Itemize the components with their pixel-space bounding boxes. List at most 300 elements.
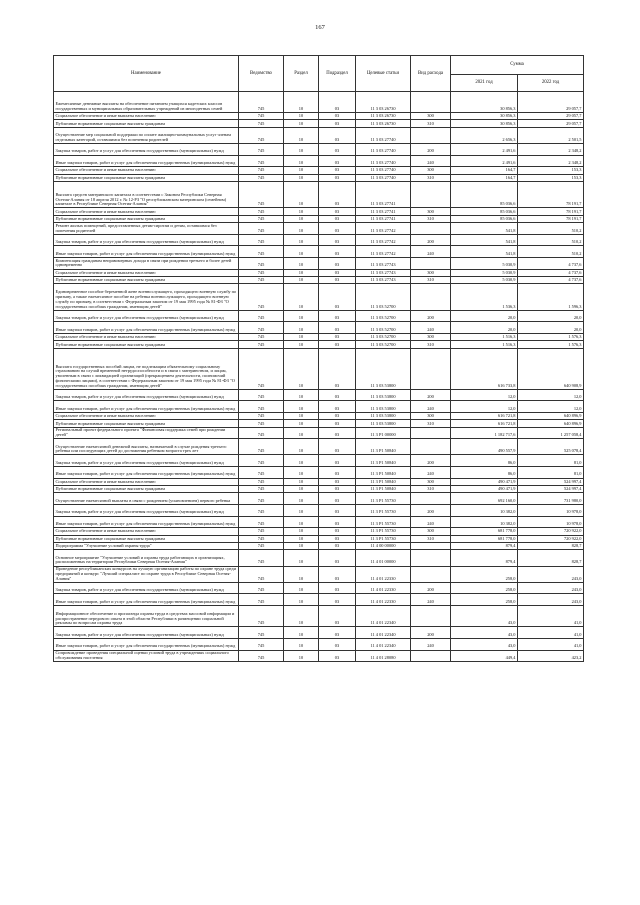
row-expense-type: 200: [411, 582, 451, 594]
row-subsection: 03: [319, 412, 356, 419]
row-subsection: 03: [319, 284, 356, 310]
row-ministry: 745: [239, 322, 284, 334]
row-section: 10: [284, 467, 319, 479]
row-ministry: 745: [239, 455, 284, 467]
row-target-article: 11 3 03 27742: [356, 246, 411, 258]
row-expense-type: 200: [411, 144, 451, 156]
table-row: [54, 257, 584, 269]
row-name: Публичные нормативные социальные выплаты гражданам: [54, 486, 239, 493]
row-subsection: 03: [319, 401, 356, 413]
row-sum-2021: 2 656,3: [451, 127, 518, 143]
row-expense-type: [411, 650, 451, 662]
row-ministry: 745: [239, 234, 284, 246]
row-name: Ремонт жилых помещений, предоставленных детям-сиротам и детям, оставшимся без попечения родителей: [54, 223, 239, 235]
row-sum-2021: 258,0: [451, 566, 518, 582]
row-subsection: 03: [319, 516, 356, 528]
row-sum-2022: 640 908,9: [518, 348, 584, 389]
row-name: Закупка товаров, работ и услуг для обеспечения государственных (муниципальных) нужд: [54, 389, 239, 401]
row-name: Социальное обеспечение и иные выплаты населению: [54, 167, 239, 174]
row-ministry: 745: [239, 276, 284, 283]
row-sum-2022: 12,0: [518, 401, 584, 413]
row-target-article: 11 3 P1 55730: [356, 505, 411, 517]
row-target-article: 11 3 03 52700: [356, 284, 411, 310]
row-sum-2022: 828,7: [518, 550, 584, 566]
table-row: [54, 550, 584, 566]
row-ministry: 745: [239, 528, 284, 535]
table-row: [54, 91, 584, 113]
row-target-article: 11 3 03 27742: [356, 223, 411, 235]
row-name: Публичные нормативные социальные выплаты гражданам: [54, 420, 239, 427]
row-section: 10: [284, 455, 319, 467]
row-sum-2022: 41,0: [518, 605, 584, 627]
row-section: 10: [284, 341, 319, 348]
row-target-article: 11 3 03 52700: [356, 322, 411, 334]
row-expense-type: [411, 348, 451, 389]
row-subsection: 03: [319, 174, 356, 181]
row-ministry: 745: [239, 257, 284, 269]
row-sum-2021: 85 036,6: [451, 182, 518, 208]
row-sum-2021: 449,4: [451, 650, 518, 662]
row-section: 10: [284, 535, 319, 542]
row-name: Социальное обеспечение и иные выплаты населению: [54, 528, 239, 535]
row-sum-2021: 30 856,3: [451, 120, 518, 127]
row-section: 10: [284, 493, 319, 505]
row-section: 10: [284, 155, 319, 167]
row-name: Закупка товаров, работ и услуг для обеспечения государственных (муниципальных) нужд: [54, 505, 239, 517]
row-target-article: 11 3 03 27740: [356, 155, 411, 167]
row-sum-2021: 692 160,0: [451, 493, 518, 505]
page-number: 167: [315, 24, 325, 31]
row-subsection: 03: [319, 486, 356, 493]
table-row: [54, 167, 584, 174]
row-subsection: 03: [319, 182, 356, 208]
row-section: 10: [284, 427, 319, 439]
row-target-article: 11 4 01 22340: [356, 627, 411, 639]
budget-table: [53, 55, 584, 662]
table-row: [54, 322, 584, 334]
row-section: 10: [284, 389, 319, 401]
row-sum-2022: 243,0: [518, 594, 584, 606]
row-sum-2021: 879,4: [451, 542, 518, 549]
row-section: 10: [284, 91, 319, 113]
row-sum-2022: 20,0: [518, 322, 584, 334]
row-expense-type: 240: [411, 594, 451, 606]
row-sum-2022: 525 078,4: [518, 439, 584, 455]
row-section: 10: [284, 582, 319, 594]
row-section: 10: [284, 401, 319, 413]
row-sum-2021: 12,0: [451, 401, 518, 413]
row-section: 10: [284, 234, 319, 246]
table-row: [54, 246, 584, 258]
table-row: [54, 594, 584, 606]
row-target-article: 11 3 03 27743: [356, 257, 411, 269]
row-target-article: 11 3 P1 50840: [356, 486, 411, 493]
row-subsection: 03: [319, 215, 356, 222]
row-subsection: 03: [319, 582, 356, 594]
row-target-article: 11 3 03 27740: [356, 174, 411, 181]
row-sum-2021: 1 516,3: [451, 333, 518, 340]
row-section: 10: [284, 439, 319, 455]
row-expense-type: 240: [411, 246, 451, 258]
row-subsection: 03: [319, 322, 356, 334]
row-target-article: 11 3 P1 00000: [356, 427, 411, 439]
table-row: [54, 333, 584, 340]
row-ministry: 745: [239, 389, 284, 401]
table-row: [54, 467, 584, 479]
row-section: 10: [284, 348, 319, 389]
row-subsection: 03: [319, 505, 356, 517]
table-row: [54, 505, 584, 517]
header-ministry: Ведомство: [239, 56, 284, 92]
row-sum-2022: 81,0: [518, 455, 584, 467]
row-sum-2022: 29 057,7: [518, 91, 584, 113]
row-name: Единовременное пособие беременной жене военнослужащего, проходящего военную службу по призыву, а также ежемесячное пособие на ребенка военнослужащего, проходящего военную службу по призыву, в соответствии с Федеральным законом от 19 мая 1995 года № 81-ФЗ "О государственных пособиях гражданам, имеющим детей": [54, 284, 239, 310]
row-expense-type: 240: [411, 322, 451, 334]
row-name: Ежемесячные денежные выплаты на обеспечение питанием учащихся кадетских классов государственных и муниципальных образовательных учреждений из многодетных семей: [54, 91, 239, 113]
row-sum-2022: 243,0: [518, 582, 584, 594]
row-name: Иные закупки товаров, работ и услуг для обеспечения государственных (муниципальных) нужд: [54, 639, 239, 651]
row-ministry: 745: [239, 144, 284, 156]
row-ministry: 745: [239, 478, 284, 485]
row-sum-2021: 1 536,3: [451, 284, 518, 310]
row-section: 10: [284, 516, 319, 528]
row-subsection: 03: [319, 639, 356, 651]
row-sum-2021: 879,4: [451, 550, 518, 566]
row-target-article: 11 3 03 27740: [356, 144, 411, 156]
row-target-article: 11 4 01 00000: [356, 550, 411, 566]
row-subsection: 03: [319, 594, 356, 606]
row-target-article: 11 3 03 27740: [356, 167, 411, 174]
row-sum-2021: 86,0: [451, 467, 518, 479]
row-target-article: 11 3 P1 55730: [356, 535, 411, 542]
row-expense-type: [411, 127, 451, 143]
row-name: Закупка товаров, работ и услуг для обеспечения государственных (муниципальных) нужд: [54, 582, 239, 594]
table-row: [54, 127, 584, 143]
row-sum-2022: 29 057,7: [518, 113, 584, 120]
row-name: Социальное обеспечение и иные выплаты населению: [54, 333, 239, 340]
table-row: [54, 486, 584, 493]
row-sum-2022: 20,0: [518, 310, 584, 322]
row-sum-2022: 10 978,0: [518, 505, 584, 517]
table-row: [54, 276, 584, 283]
row-ministry: 745: [239, 246, 284, 258]
row-subsection: 03: [319, 420, 356, 427]
table-row: [54, 478, 584, 485]
row-name: Компенсация гражданам неправомерных дохода в связи при рождении третьего и более детей одновременно: [54, 257, 239, 269]
row-ministry: 745: [239, 627, 284, 639]
table-row: [54, 627, 584, 639]
row-sum-2021: 85 036,6: [451, 208, 518, 215]
row-section: 10: [284, 566, 319, 582]
row-sum-2021: 490 471,9: [451, 478, 518, 485]
row-expense-type: [411, 493, 451, 505]
row-section: 10: [284, 627, 319, 639]
row-expense-type: [411, 605, 451, 627]
row-sum-2022: 510,2: [518, 234, 584, 246]
row-sum-2022: 640 896,9: [518, 412, 584, 419]
row-subsection: 03: [319, 493, 356, 505]
row-sum-2021: 541,8: [451, 246, 518, 258]
row-subsection: 03: [319, 528, 356, 535]
row-subsection: 03: [319, 627, 356, 639]
row-sum-2022: 1 596,3: [518, 284, 584, 310]
row-name: Публичные нормативные социальные выплаты гражданам: [54, 174, 239, 181]
row-name: Иные закупки товаров, работ и услуг для обеспечения государственных (муниципальных) нужд: [54, 155, 239, 167]
row-ministry: 745: [239, 535, 284, 542]
row-subsection: 03: [319, 91, 356, 113]
row-sum-2022: 510,2: [518, 246, 584, 258]
row-subsection: 03: [319, 535, 356, 542]
row-name: Закупка товаров, работ и услуг для обеспечения государственных (муниципальных) нужд: [54, 310, 239, 322]
table-row: [54, 182, 584, 208]
row-ministry: 745: [239, 333, 284, 340]
row-target-article: 11 4 01 22330: [356, 582, 411, 594]
row-subsection: 03: [319, 427, 356, 439]
row-sum-2022: 4 737,6: [518, 269, 584, 276]
row-name: Иные закупки товаров, работ и услуг для обеспечения государственных (муниципальных) нужд: [54, 594, 239, 606]
row-target-article: 11 4 01 22340: [356, 639, 411, 651]
row-target-article: 11 3 03 27743: [356, 269, 411, 276]
row-ministry: 745: [239, 427, 284, 439]
row-expense-type: 310: [411, 174, 451, 181]
row-section: 10: [284, 505, 319, 517]
row-section: 10: [284, 276, 319, 283]
row-name: Информационное обеспечение и пропаганда охраны труда в средствах массовой информации и распространение передового опыта в этой области Республики в размещении социальной рекламы по вопросам охраны труда: [54, 605, 239, 627]
row-name: Закупка товаров, работ и услуг для обеспечения государственных (муниципальных) нужд: [54, 234, 239, 246]
row-sum-2021: 164,7: [451, 167, 518, 174]
row-target-article: 11 3 03 52700: [356, 341, 411, 348]
row-name: Публичные нормативные социальные выплаты гражданам: [54, 215, 239, 222]
row-ministry: 745: [239, 167, 284, 174]
row-ministry: 745: [239, 650, 284, 662]
row-sum-2021: 12,0: [451, 389, 518, 401]
row-section: 10: [284, 310, 319, 322]
row-section: 10: [284, 167, 319, 174]
row-name: Социальное обеспечение и иные выплаты населению: [54, 269, 239, 276]
table-row: [54, 412, 584, 419]
row-expense-type: 240: [411, 401, 451, 413]
table-row: [54, 566, 584, 582]
row-expense-type: 200: [411, 310, 451, 322]
row-sum-2021: 2 491,6: [451, 144, 518, 156]
row-sum-2022: 720 922,0: [518, 528, 584, 535]
row-sum-2021: 2 491,6: [451, 155, 518, 167]
row-sum-2021: 164,7: [451, 174, 518, 181]
row-expense-type: [411, 542, 451, 549]
row-expense-type: 200: [411, 234, 451, 246]
table-row: [54, 439, 584, 455]
row-sum-2021: 10 382,0: [451, 505, 518, 517]
row-sum-2021: 85 036,6: [451, 215, 518, 222]
row-sum-2021: 20,0: [451, 310, 518, 322]
header-year-2021: 2021 год: [451, 74, 518, 91]
row-expense-type: 300: [411, 478, 451, 485]
row-subsection: 03: [319, 478, 356, 485]
row-section: 10: [284, 208, 319, 215]
row-expense-type: 300: [411, 412, 451, 419]
row-target-article: 11 3 03 27741: [356, 215, 411, 222]
row-name: Социальное обеспечение и иные выплаты населению: [54, 478, 239, 485]
row-sum-2021: 30 856,3: [451, 91, 518, 113]
table-row: [54, 208, 584, 215]
row-name: Иные закупки товаров, работ и услуг для обеспечения государственных (муниципальных) нужд: [54, 322, 239, 334]
row-target-article: 11 3 03 53800: [356, 401, 411, 413]
row-section: 10: [284, 412, 319, 419]
row-sum-2022: 4 737,6: [518, 276, 584, 283]
row-expense-type: 240: [411, 467, 451, 479]
row-name: Сопровождение проведения специальной оценки условий труда в учреждениях социального обслуживания населения: [54, 650, 239, 662]
row-name: Публичные нормативные социальные выплаты гражданам: [54, 535, 239, 542]
row-subsection: 03: [319, 223, 356, 235]
row-sum-2021: 5 030,9: [451, 276, 518, 283]
row-sum-2022: 1 257 058,4: [518, 427, 584, 439]
row-expense-type: 310: [411, 535, 451, 542]
row-ministry: 745: [239, 412, 284, 419]
row-sum-2021: 1 182 717,6: [451, 427, 518, 439]
row-target-article: 11 4 01 22330: [356, 566, 411, 582]
row-target-article: 11 3 P1 55730: [356, 516, 411, 528]
row-name: Иные закупки товаров, работ и услуг для обеспечения государственных (муниципальных) нужд: [54, 401, 239, 413]
header-target-article: Целевые статьи: [356, 56, 411, 92]
row-expense-type: [411, 284, 451, 310]
row-section: 10: [284, 594, 319, 606]
row-expense-type: 300: [411, 269, 451, 276]
table-row: [54, 542, 584, 549]
row-sum-2022: 41,0: [518, 639, 584, 651]
table-row: [54, 120, 584, 127]
row-sum-2022: 41,0: [518, 627, 584, 639]
row-sum-2021: 5 030,9: [451, 269, 518, 276]
row-expense-type: 200: [411, 455, 451, 467]
row-section: 10: [284, 182, 319, 208]
row-sum-2021: 86,0: [451, 455, 518, 467]
table-row: [54, 427, 584, 439]
row-target-article: 11 3 03 53800: [356, 412, 411, 419]
row-subsection: 03: [319, 155, 356, 167]
row-subsection: 03: [319, 550, 356, 566]
row-ministry: 745: [239, 120, 284, 127]
table-header: [54, 56, 584, 92]
table-body: [54, 91, 584, 662]
row-subsection: 03: [319, 276, 356, 283]
table-row: [54, 535, 584, 542]
table-row: [54, 174, 584, 181]
row-section: 10: [284, 127, 319, 143]
row-ministry: 745: [239, 594, 284, 606]
row-sum-2021: 1 516,3: [451, 341, 518, 348]
row-ministry: 745: [239, 113, 284, 120]
row-section: 10: [284, 246, 319, 258]
row-sum-2021: 5 030,9: [451, 257, 518, 269]
row-subsection: 03: [319, 542, 356, 549]
row-section: 10: [284, 322, 319, 334]
row-name: Основное мероприятие "Улучшение условий и охраны труда работающих в организациях, расположенных на территории Республики Северная Осетия-Алания": [54, 550, 239, 566]
row-section: 10: [284, 120, 319, 127]
row-subsection: 03: [319, 341, 356, 348]
row-section: 10: [284, 420, 319, 427]
row-sum-2022: 731 980,0: [518, 493, 584, 505]
row-sum-2021: 258,0: [451, 582, 518, 594]
table-row: [54, 420, 584, 427]
row-subsection: 03: [319, 467, 356, 479]
row-expense-type: 310: [411, 120, 451, 127]
table-row: [54, 234, 584, 246]
row-expense-type: 300: [411, 113, 451, 120]
row-ministry: 745: [239, 310, 284, 322]
row-expense-type: 240: [411, 639, 451, 651]
row-sum-2022: 524 997,4: [518, 486, 584, 493]
row-sum-2021: 490 557,9: [451, 439, 518, 455]
row-expense-type: [411, 257, 451, 269]
row-section: 10: [284, 528, 319, 535]
row-expense-type: [411, 566, 451, 582]
row-subsection: 03: [319, 566, 356, 582]
row-subsection: 03: [319, 605, 356, 627]
row-sum-2022: 510,2: [518, 223, 584, 235]
row-subsection: 03: [319, 455, 356, 467]
row-expense-type: [411, 223, 451, 235]
row-name: Региональный проект федерального проекта "Финансовая поддержка семей при рождении детей": [54, 427, 239, 439]
row-sum-2022: 12,0: [518, 389, 584, 401]
row-target-article: 11 3 03 53800: [356, 420, 411, 427]
row-ministry: 745: [239, 91, 284, 113]
row-name: Социальное обеспечение и иные выплаты населению: [54, 208, 239, 215]
row-name: Закупка товаров, работ и услуг для обеспечения государственных (муниципальных) нужд: [54, 627, 239, 639]
row-sum-2022: 29 057,7: [518, 120, 584, 127]
row-sum-2021: 258,0: [451, 594, 518, 606]
row-sum-2022: 1 576,3: [518, 341, 584, 348]
row-name: Иные закупки товаров, работ и услуг для обеспечения государственных (муниципальных) нужд: [54, 246, 239, 258]
table-row: [54, 605, 584, 627]
row-expense-type: 310: [411, 341, 451, 348]
table-row: [54, 284, 584, 310]
table-row: [54, 155, 584, 167]
row-target-article: 11 3 03 27741: [356, 208, 411, 215]
row-sum-2021: 490 471,9: [451, 486, 518, 493]
row-expense-type: [411, 427, 451, 439]
row-target-article: 11 4 01 28080: [356, 650, 411, 662]
row-subsection: 03: [319, 120, 356, 127]
table-row: [54, 401, 584, 413]
row-sum-2022: 78 191,7: [518, 215, 584, 222]
row-ministry: 745: [239, 341, 284, 348]
table-row: [54, 215, 584, 222]
row-sum-2022: 78 191,7: [518, 182, 584, 208]
row-name: Осуществление ежемесячной денежной выплаты, назначаемой в случае рождения третьего ребенка или последующих детей до достижения ребенком возраста трех лет: [54, 439, 239, 455]
table-row: [54, 348, 584, 389]
row-name: Публичные нормативные социальные выплаты гражданам: [54, 341, 239, 348]
row-name: Осуществление мер социальной поддержки по оплате жилищно-коммунальных услуг членам отдельных категорий, оставшимся без попечения родителей: [54, 127, 239, 143]
row-target-article: 11 3 03 27740: [356, 127, 411, 143]
row-target-article: 11 3 P1 55730: [356, 528, 411, 535]
row-target-article: 11 3 03 52700: [356, 310, 411, 322]
row-ministry: 745: [239, 605, 284, 627]
table-row: [54, 582, 584, 594]
row-sum-2022: 828,7: [518, 542, 584, 549]
row-ministry: 745: [239, 348, 284, 389]
row-subsection: 03: [319, 439, 356, 455]
row-ministry: 745: [239, 505, 284, 517]
row-target-article: 11 3 P1 55730: [356, 493, 411, 505]
row-target-article: 11 3 P1 50840: [356, 467, 411, 479]
row-expense-type: [411, 439, 451, 455]
header-sum: Сумма: [451, 56, 584, 75]
row-subsection: 03: [319, 650, 356, 662]
row-sum-2022: 78 191,7: [518, 208, 584, 215]
row-target-article: 11 3 03 27742: [356, 234, 411, 246]
row-sum-2022: 423,2: [518, 650, 584, 662]
row-section: 10: [284, 639, 319, 651]
